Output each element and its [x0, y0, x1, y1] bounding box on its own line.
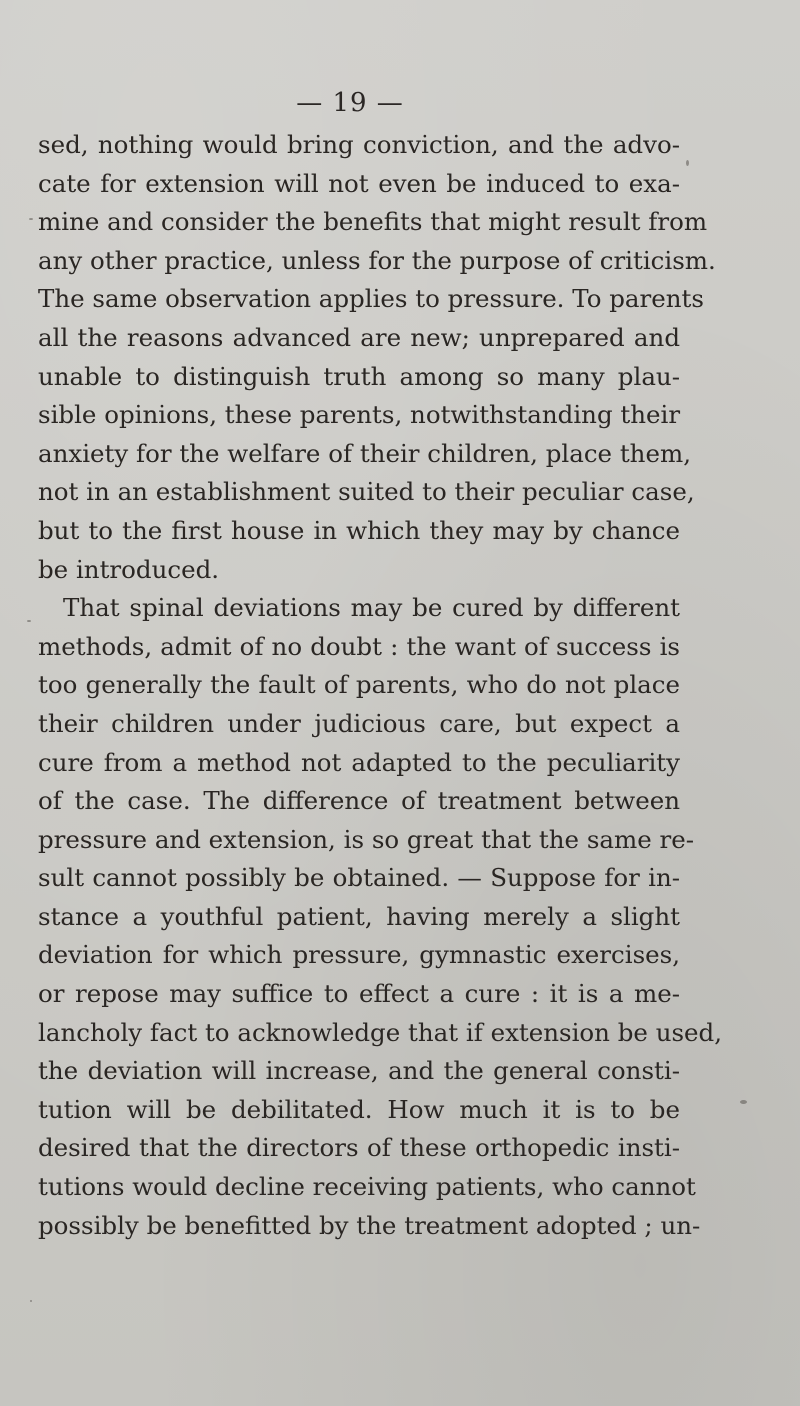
text-line: mine and consider the benefits that might result from [38, 207, 708, 237]
text-line: anxiety for the welfare of their children, place them, [38, 438, 691, 468]
text-line: methods, admit of no doubt : the want of success is [38, 631, 680, 661]
paper-speck [30, 1300, 32, 1302]
text-line: be introduced. [38, 554, 220, 584]
text-line: or repose may suffice to effect a cure : it is a me- [38, 979, 680, 1009]
text-line: too generally the fault of parents, who do not place [38, 670, 680, 700]
text-line: sult cannot possibly be obtained. — Suppose for in- [38, 863, 680, 893]
paper-speck [740, 1100, 747, 1104]
text-line: of the case. The difference of treatment between [38, 786, 680, 816]
text-line: the deviation will increase, and the general consti- [38, 1056, 680, 1086]
text-line: unable to distinguish truth among so many plau- [38, 361, 680, 391]
text-line: tution will be debilitated. How much it is to be [38, 1094, 680, 1124]
text-line: not in an establishment suited to their peculiar case, [38, 477, 695, 507]
page-number: — 19 — [296, 88, 404, 118]
text-line: sible opinions, these parents, notwithstanding their [38, 400, 681, 430]
paper-speck [686, 160, 689, 166]
paper-speck [27, 620, 31, 622]
text-line: sed, nothing would bring conviction, and the advo- [38, 130, 680, 159]
text-line: but to the first house in which they may by chance [38, 515, 680, 545]
text-line: pressure and extension, is so great that the same re- [38, 824, 695, 854]
text-line: stance a youthful patient, having merely a slight [38, 901, 680, 931]
body-text [38, 126, 723, 1245]
text-line: cate for extension will not even be induced to exa- [38, 168, 680, 198]
text-line: any other practice, unless for the purpose of criticism. [38, 245, 716, 275]
text-line: tutions would decline receiving patients, who cannot [38, 1172, 696, 1202]
text-line: cure from a method not adapted to the peculiarity [38, 747, 680, 777]
text-line: desired that the directors of these orthopedic insti- [38, 1133, 680, 1163]
paper-speck [29, 218, 33, 220]
text-line: all the reasons advanced are new; unprepared and [38, 322, 680, 352]
text-line: The same observation applies to pressure. To parents [38, 284, 704, 314]
text-line: lancholy fact to acknowledge that if extension be used, [38, 1017, 723, 1047]
text-line: their children under judicious care, but expect a [38, 708, 680, 738]
text-line: possibly be benefitted by the treatment adopted ; un- [38, 1210, 701, 1240]
text-line: That spinal deviations may be cured by different [63, 593, 680, 623]
text-line: deviation for which pressure, gymnastic exercises, [38, 940, 680, 970]
